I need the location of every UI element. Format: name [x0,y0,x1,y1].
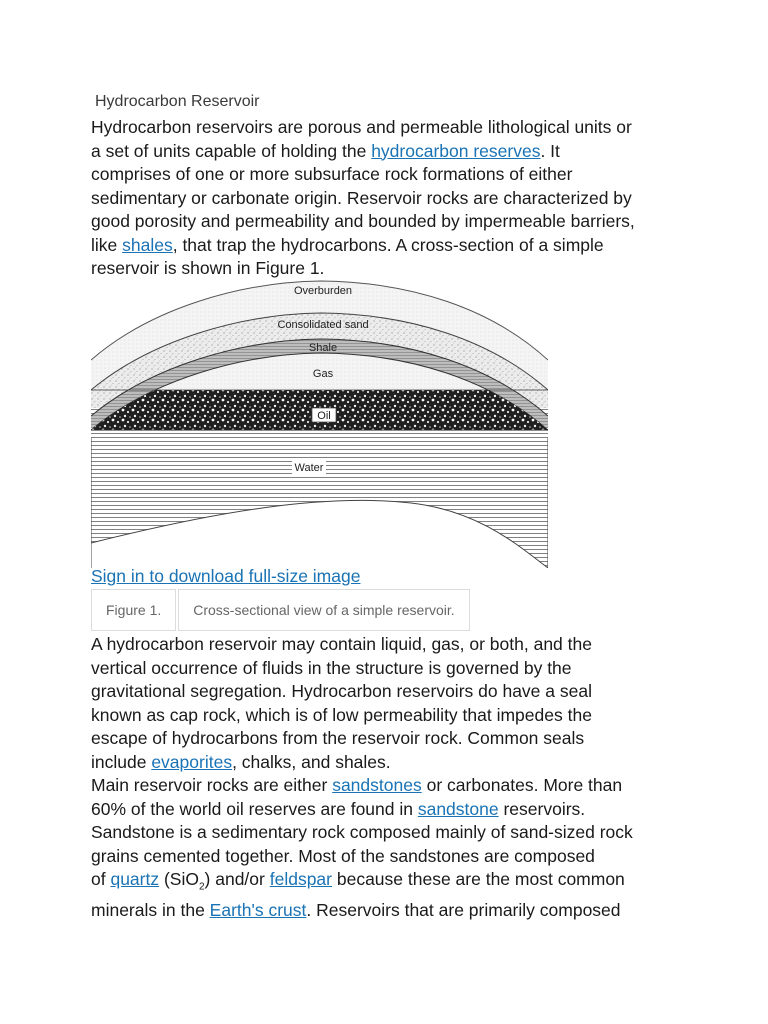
text-line: Hydrocarbon reservoirs are porous and permeable lithological units or [91,117,632,137]
text-line [91,774,691,798]
text-span: , that trap the hydrocarbons. A cross-section of a simple [172,234,604,255]
text-line [91,798,691,822]
link-feldspar[interactable]: feldspar [269,869,332,889]
text-line: A hydrocarbon reservoir may contain liquid, gas, or both, and the [91,634,592,654]
label-gas: Gas [312,368,334,380]
text-span: like [91,234,123,255]
intro-paragraph [91,116,691,281]
text-line: reservoir is shown in Figure 1. [91,258,325,278]
text-line: escape of hydrocarbons from the reservoir rock. Common seals [91,728,585,748]
text-span: of [91,869,111,889]
label-consolidated-sand: Consolidated sand [277,319,369,331]
caption-number: Figure 1. [91,589,176,631]
text-span: . Reservoirs that are primarily composed [306,900,621,920]
text-line: known as cap rock, which is of low permeability that impedes the [91,704,592,725]
label-overburden: Overburden [293,285,353,297]
subscript: 2 [198,881,205,893]
label-oil: Oil [317,410,331,422]
figure-caption [91,589,470,631]
label-shale: Shale [308,342,338,354]
text-span: . It [540,140,560,161]
link-quartz[interactable]: quartz [110,869,160,889]
caption-text: Cross-sectional view of a simple reservoir. [178,589,469,631]
text-span: 60% of the world oil reserves are found in [91,798,418,819]
link-sandstone[interactable]: sandstone [417,798,499,819]
text-span: a set of units capable of holding the [91,140,372,161]
sign-in-download-link[interactable]: Sign in to download full-size image [91,566,361,586]
text-line: grains cemented together. Most of the sandstones are composed [91,845,595,866]
text-line: sedimentary or carbonate origin. Reservoir rocks are characterized by [91,187,632,208]
text-line: vertical occurrence of fluids in the structure is governed by the [91,657,572,678]
text-line [91,751,691,775]
link-earths-crust[interactable]: Earth's crust [209,900,307,920]
text-line [91,140,691,164]
text-span: or carbonates. More than [421,775,623,795]
text-span: , chalks, and shales. [232,751,391,772]
text-span: because these are the most common [332,869,625,889]
reservoir-cross-section-figure[interactable] [91,278,548,568]
label-water: Water [294,462,324,474]
text-line: gravitational segregation. Hydrocarbon reservoirs do have a seal [91,681,592,701]
text-span: reservoirs. [498,798,586,819]
text-span: (SiO [159,869,199,889]
link-hydrocarbon-reserves[interactable]: hydrocarbon reserves [371,140,541,161]
text-line [91,899,691,923]
text-line: comprises of one or more subsurface rock formations of either [91,164,573,184]
text-line: good porosity and permeability and bounded by impermeable barriers, [91,211,635,231]
section-heading: Hydrocarbon Reservoir [95,93,260,110]
body-paragraph [91,633,691,923]
text-span: ) and/or [204,869,270,889]
text-span: include [91,751,152,772]
link-sandstones[interactable]: sandstones [332,775,422,795]
link-shales[interactable]: shales [122,234,173,255]
text-span: Main reservoir rocks are either [91,775,333,795]
text-line: Sandstone is a sedimentary rock composed mainly of sand-sized rock [91,822,633,842]
text-span: minerals in the [91,900,210,920]
link-evaporites[interactable]: evaporites [151,751,233,772]
text-line [91,868,691,899]
text-line [91,234,691,258]
